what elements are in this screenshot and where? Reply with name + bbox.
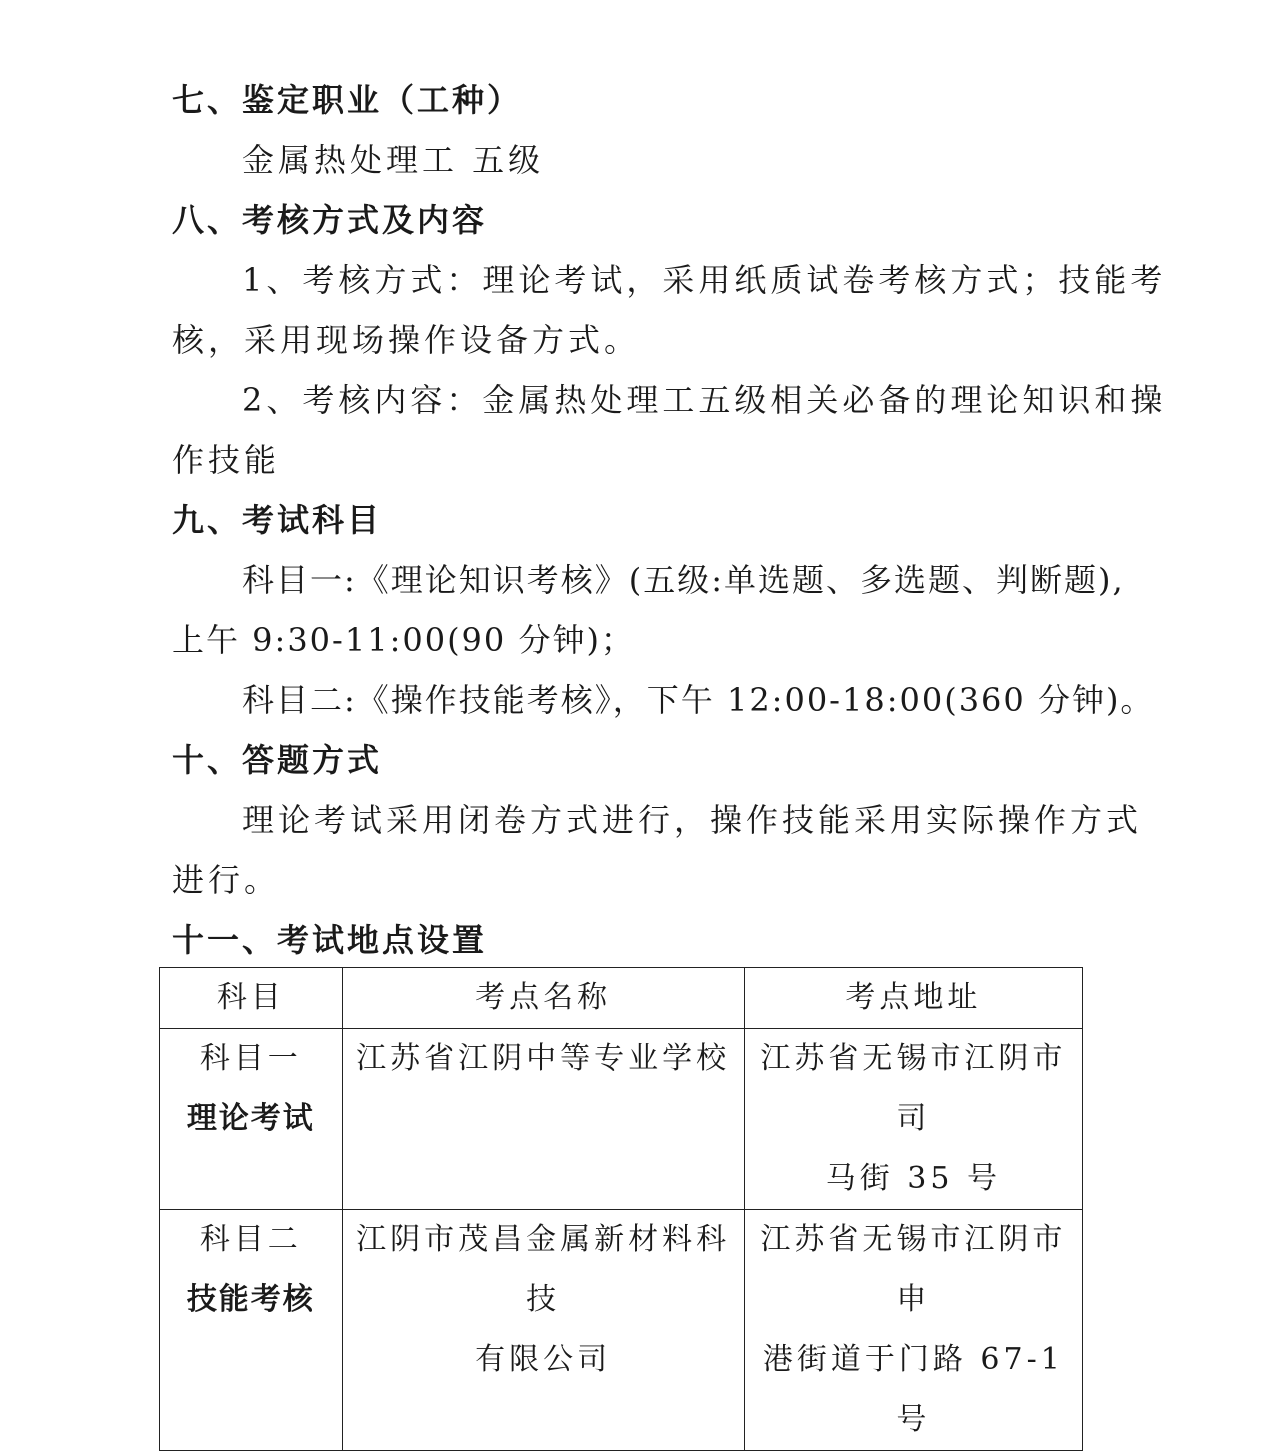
occupation-text: 金属热处理工 五级 [242, 141, 545, 179]
site-name-line-1: 江苏省江阴中等专业学校 [356, 1041, 731, 1076]
table-header-row [160, 968, 1083, 1029]
subject-one-line-2: 上午 9:30-11:00(90 分钟)； [172, 621, 635, 659]
site-name-line-2: 有限公司 [475, 1342, 612, 1377]
section-10-heading: 十、答题方式 [172, 741, 383, 779]
subject-number: 科目一 [199, 1041, 302, 1076]
site-name-cell [342, 1210, 744, 1451]
site-address-cell [744, 1029, 1082, 1210]
subject-number: 科目二 [199, 1222, 302, 1257]
section-11-heading: 十一、考试地点设置 [172, 921, 488, 959]
section-8-heading: 八、考核方式及内容 [172, 201, 488, 239]
site-address-line-2: 港街道于门路 67-1 号 [762, 1342, 1064, 1437]
exam-sites-table [159, 967, 1083, 1451]
subject-one-line-1: 科目一:《理论知识考核》(五级:单选题、多选题、判断题), [242, 561, 1125, 599]
header-subject: 科目 [160, 968, 343, 1029]
subject-cell [160, 1029, 343, 1210]
subject-cell [160, 1210, 343, 1451]
site-address-cell [744, 1210, 1082, 1451]
answer-method-line-2: 进行。 [172, 861, 281, 899]
assessment-content-line-1: 2、考核内容：金属热处理工五级相关必备的理论知识和操 [242, 381, 1167, 419]
site-address-line-1: 江苏省无锡市江阴市司 [760, 1041, 1067, 1136]
site-name-cell [342, 1029, 744, 1210]
assessment-method-line-1: 1、考核方式：理论考试，采用纸质试卷考核方式；技能考 [242, 261, 1167, 299]
assessment-content-line-2: 作技能 [172, 441, 281, 479]
site-address-line-2: 马街 35 号 [825, 1161, 1001, 1196]
table-row [160, 1210, 1083, 1451]
subject-type: 技能考核 [186, 1282, 315, 1317]
site-address-line-1: 江苏省无锡市江阴市申 [760, 1222, 1067, 1317]
table-row [160, 1029, 1083, 1210]
site-name-line-1: 江阴市茂昌金属新材料科技 [356, 1222, 731, 1317]
header-site-address: 考点地址 [744, 968, 1082, 1029]
section-9-heading: 九、考试科目 [172, 501, 383, 539]
section-7-heading: 七、鉴定职业（工种） [172, 81, 523, 119]
subject-two-line: 科目二:《操作技能考核》，下午 12:00-18:00(360 分钟)。 [242, 681, 1155, 719]
subject-type: 理论考试 [186, 1101, 315, 1136]
header-site-name: 考点名称 [342, 968, 744, 1029]
assessment-method-line-2: 核，采用现场操作设备方式。 [172, 321, 641, 359]
answer-method-line-1: 理论考试采用闭卷方式进行，操作技能采用实际操作方式 [242, 801, 1143, 839]
